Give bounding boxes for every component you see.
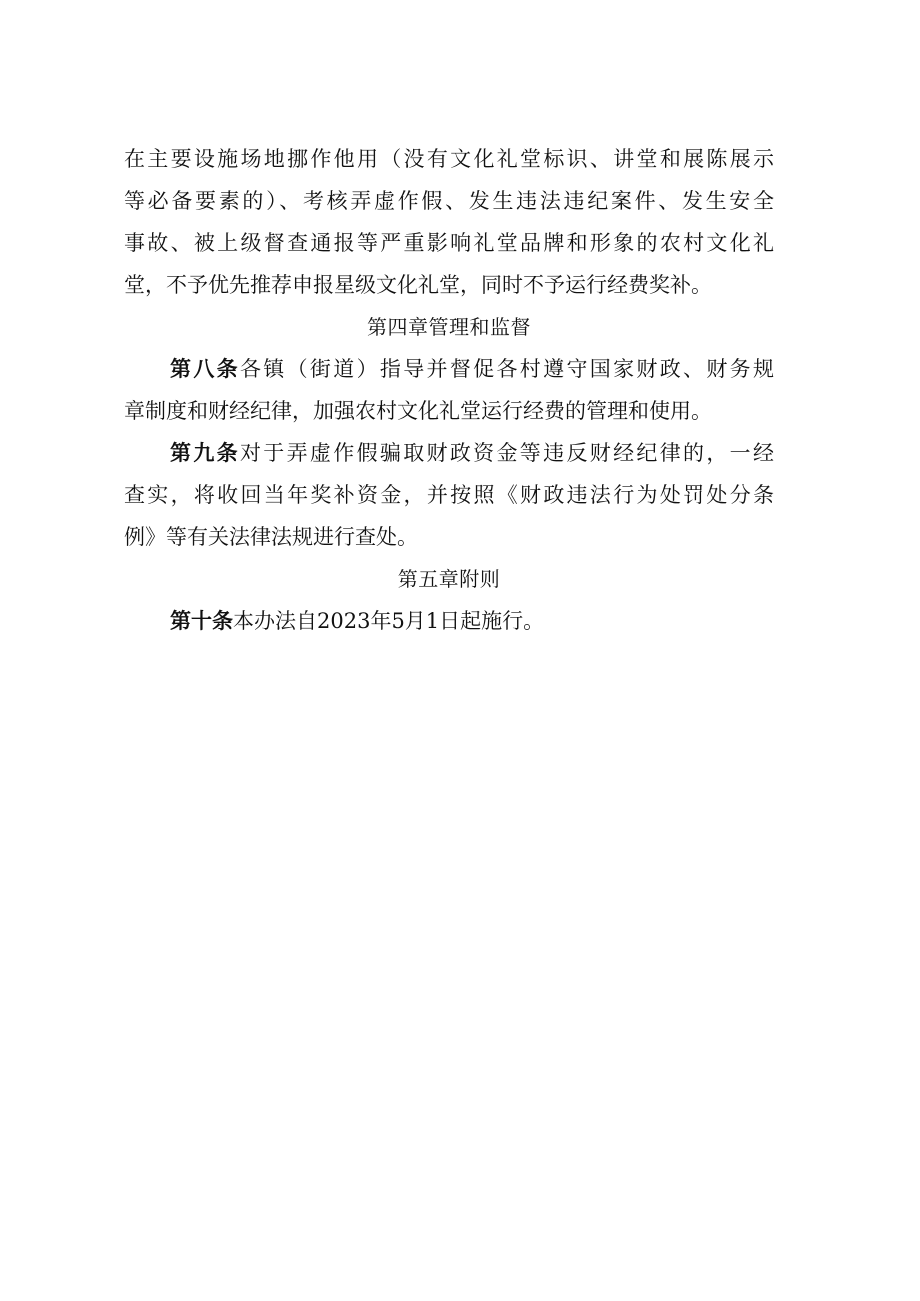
chapter-heading: 第五章附则: [397, 567, 501, 591]
article-text-line: 例》等有关法律法规进行查处。: [124, 525, 418, 549]
document-body: [124, 138, 774, 642]
article-text: 对于弄虚作假骗取财政资金等违反财经纪律的，一经: [239, 441, 775, 465]
article-8: [124, 348, 774, 432]
article-text-line: 查实，将收回当年奖补资金，并按照《财政违法行为处罚处分条: [124, 483, 774, 507]
article-text: 各镇（街道）指导并督促各村遵守国家财政、财务规: [239, 357, 775, 381]
article-label: 第八条: [170, 357, 240, 381]
body-text-line: 堂，不予优先推荐申报星级文化礼堂，同时不予运行经费奖补。: [124, 273, 712, 297]
body-text-line: 等必备要素的）、考核弄虚作假、发生违法违纪案件、发生安全: [124, 189, 774, 213]
article-9: [124, 432, 774, 558]
article-first-line: [124, 348, 774, 390]
article-first-line: [124, 600, 774, 642]
body-text-line: 在主要设施场地挪作他用（没有文化礼堂标识、讲堂和展陈展示: [124, 147, 774, 171]
article-10: [124, 600, 774, 642]
article-text: 本办法自2023年5月1日起施行。: [233, 609, 545, 633]
chapter-heading: 第四章管理和监督: [367, 315, 531, 339]
article-first-line: [124, 432, 774, 474]
article-text-line: 章制度和财经纪律，加强农村文化礼堂运行经费的管理和使用。: [124, 399, 712, 423]
article-label: 第十条: [170, 609, 233, 633]
paragraph-continuation: [124, 138, 774, 306]
article-label: 第九条: [170, 441, 240, 465]
body-text-line: 事故、被上级督查通报等严重影响礼堂品牌和形象的农村文化礼: [124, 231, 774, 255]
